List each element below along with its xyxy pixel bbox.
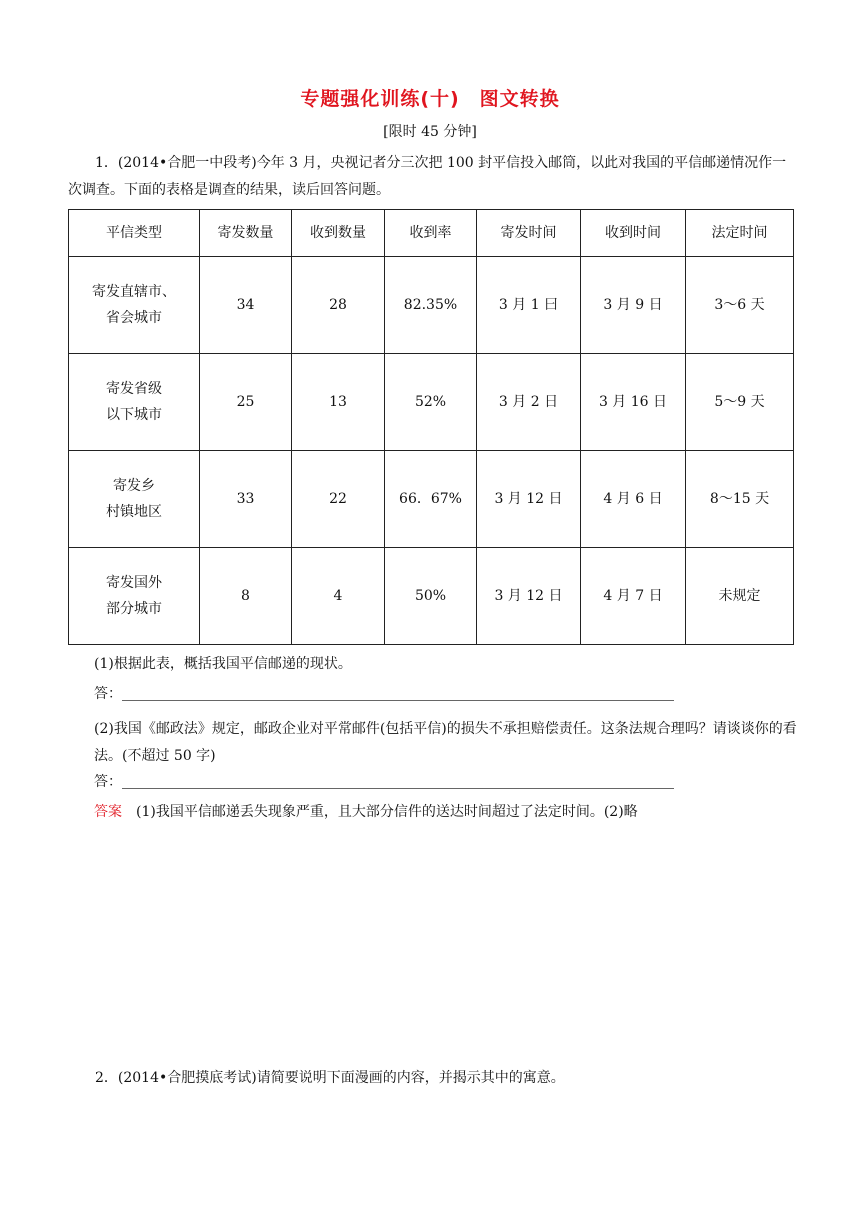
answer-prefix: 答：: [94, 686, 122, 702]
table-row: [69, 354, 794, 451]
received-count-cell: 4: [292, 548, 385, 645]
letter-type-cell: 寄发国外 部分城市: [69, 548, 200, 645]
sent-count-cell: 8: [200, 548, 292, 645]
sent-count-cell: 25: [200, 354, 292, 451]
answer-key-label: 答案: [94, 804, 122, 820]
answer-prefix: 答：: [94, 774, 122, 790]
answer-key: [94, 801, 794, 821]
received-date-cell: 4 月 6 日: [581, 451, 686, 548]
sent-date-cell: 3 月 12 日: [477, 548, 581, 645]
letter-type-cell: 寄发乡 村镇地区: [69, 451, 200, 548]
column-header: 收到数量: [292, 210, 385, 257]
column-header: 平信类型: [69, 210, 200, 257]
sub-question-2: [94, 716, 799, 770]
letter-type-cell: 寄发直辖市、 省会城市: [69, 257, 200, 354]
question-2-text: 2．(2014•合肥摸底考试)请简要说明下面漫画的内容，并揭示其中的寓意。: [95, 1070, 565, 1086]
column-header: 收到时间: [581, 210, 686, 257]
received-date-cell: 3 月 16 日: [581, 354, 686, 451]
received-date-cell: 3 月 9 日: [581, 257, 686, 354]
sent-date-cell: 3 月 1 曰: [477, 257, 581, 354]
survey-table: [68, 209, 794, 645]
sent-count-cell: 34: [200, 257, 292, 354]
table-header-row: [69, 210, 794, 257]
table-row: [69, 257, 794, 354]
receive-rate-cell: 82.35%: [385, 257, 477, 354]
legal-time-cell: 8～15 天: [686, 451, 794, 548]
answer-line-2: [94, 771, 674, 795]
page-title: 专题强化训练(十) 图文转换: [300, 88, 560, 110]
table-row: [69, 548, 794, 645]
receive-rate-cell: 50%: [385, 548, 477, 645]
answer-line-1: [94, 683, 674, 707]
table-row: [69, 451, 794, 548]
sent-date-cell: 3 月 12 日: [477, 451, 581, 548]
sub-question-1: (1)根据此表，概括我国平信邮递的现状。: [94, 656, 352, 672]
answer-blank-2[interactable]: [122, 788, 674, 789]
receive-rate-cell: 52%: [385, 354, 477, 451]
received-count-cell: 22: [292, 451, 385, 548]
receive-rate-cell: 66．67%: [385, 451, 477, 548]
legal-time-cell: 未规定: [686, 548, 794, 645]
answer-key-text: (1)我国平信邮递丢失现象严重，且大部分信件的送达时间超过了法定时间。(2)略: [136, 804, 638, 820]
column-header: 寄发时间: [477, 210, 581, 257]
sent-count-cell: 33: [200, 451, 292, 548]
sent-date-cell: 3 月 2 日: [477, 354, 581, 451]
column-header: 法定时间: [686, 210, 794, 257]
column-header: 收到率: [385, 210, 477, 257]
legal-time-cell: 3～6 天: [686, 257, 794, 354]
answer-blank-1[interactable]: [122, 700, 674, 701]
sub-question-2-text: (2)我国《邮政法》规定，邮政企业对平常邮件(包括平信)的损失不承担赔偿责任。这条法规合理吗？请谈谈你的看法。(不超过 50 字): [94, 721, 797, 764]
received-count-cell: 13: [292, 354, 385, 451]
question-1-intro: 1．(2014•合肥一中段考)今年 3 月，央视记者分三次把 100 封平信投入邮筒，以此对我国的平信邮递情况作一次调查。下面的表格是调查的结果，读后回答问题。: [68, 155, 787, 198]
time-limit: [限时 45 分钟]: [383, 124, 477, 140]
legal-time-cell: 5～9 天: [686, 354, 794, 451]
letter-type-cell: 寄发省级 以下城市: [69, 354, 200, 451]
received-count-cell: 28: [292, 257, 385, 354]
received-date-cell: 4 月 7 日: [581, 548, 686, 645]
column-header: 寄发数量: [200, 210, 292, 257]
